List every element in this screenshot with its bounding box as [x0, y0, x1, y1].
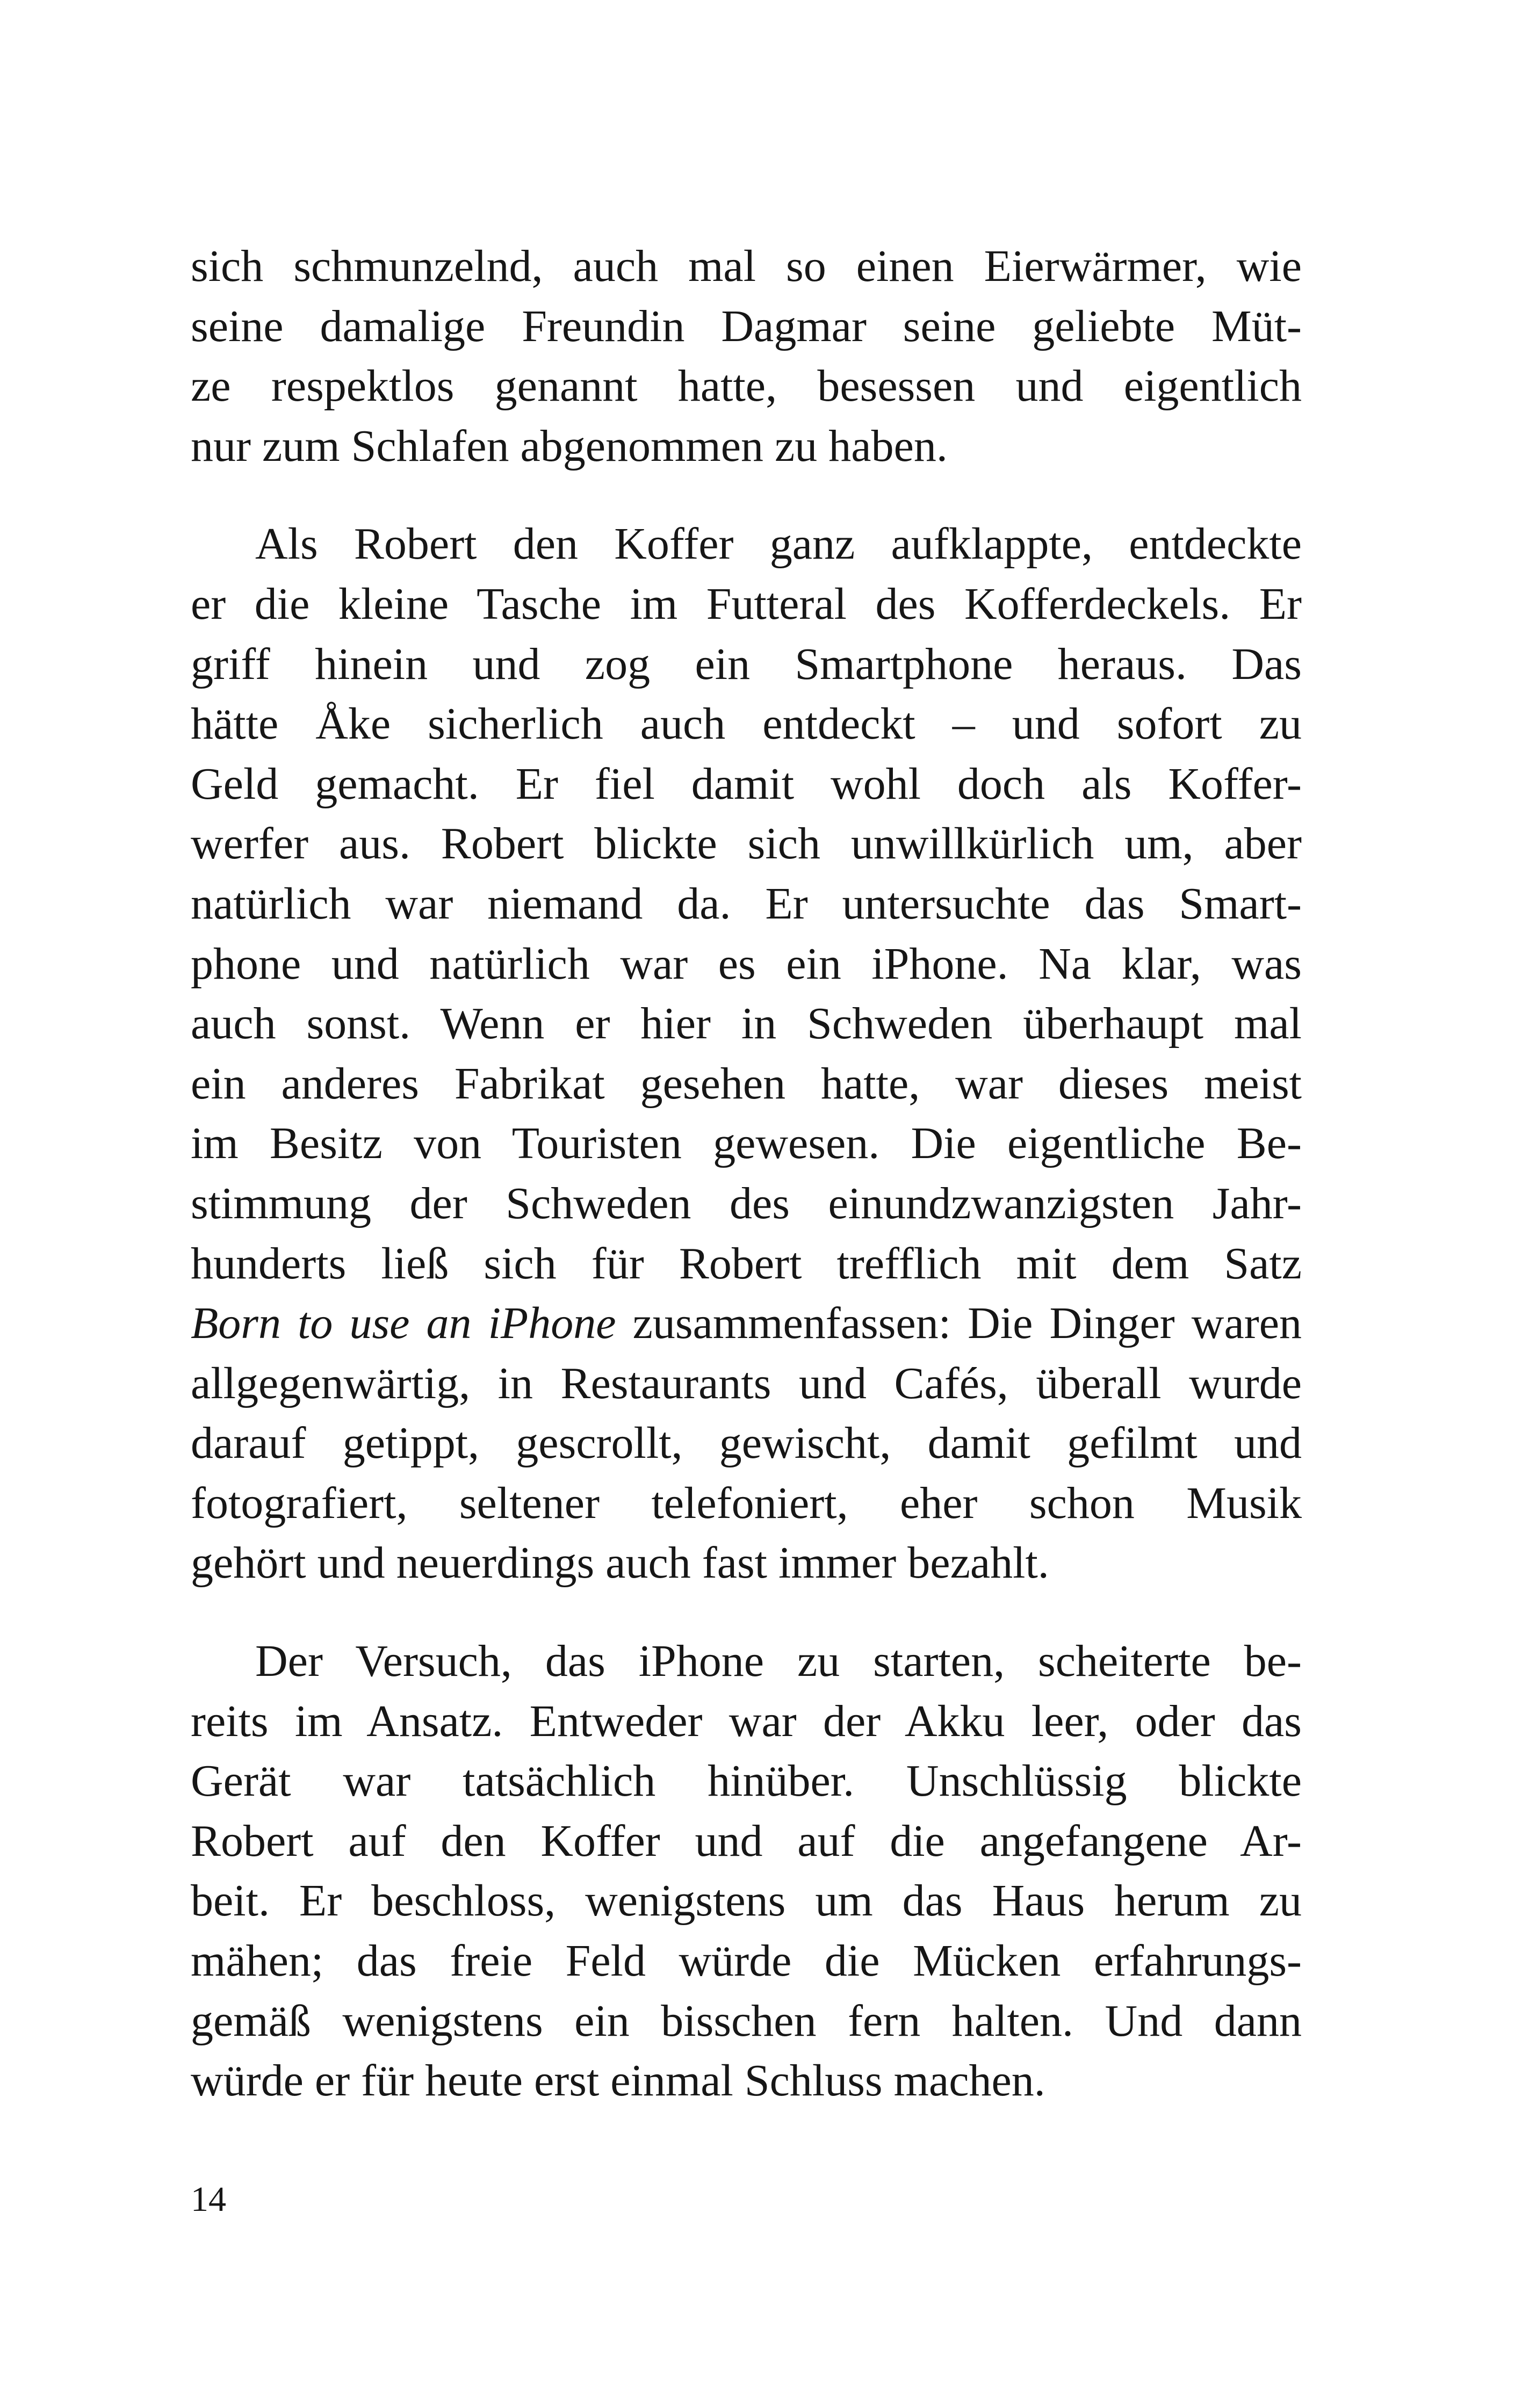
text-line: fotografiert, seltener telefoniert, eher schon Musik: [191, 1478, 1302, 1528]
paragraph-gap: [191, 476, 1302, 514]
text-line: Robert auf den Koffer und auf die angefangene Ar-: [191, 1816, 1302, 1866]
text-line: Gerät war tatsächlich hinüber. Unschlüssig blickte: [191, 1756, 1302, 1806]
text-line: reits im Ansatz. Entweder war der Akku leer, oder das: [191, 1696, 1302, 1746]
text-line: gehört und neuerdings auch fast immer bezahlt.: [191, 1538, 1049, 1588]
text-line: darauf getippt, gescrollt, gewischt, damit gefilmt und: [191, 1418, 1302, 1469]
text-line: seine damalige Freundin Dagmar seine geliebte Müt-: [191, 301, 1302, 351]
text-line: Als Robert den Koffer ganz aufklappte, entdeckte: [255, 519, 1302, 569]
text-line: Der Versuch, das iPhone zu starten, scheiterte be-: [255, 1636, 1302, 1687]
text-run: zusammenfassen: Die Dinger waren: [616, 1298, 1302, 1349]
text-line: ein anderes Fabrikat gesehen hatte, war dieses meist: [191, 1058, 1302, 1109]
text-line: hunderts ließ sich für Robert trefflich mit dem Satz: [191, 1238, 1302, 1289]
text-line: natürlich war niemand da. Er untersuchte das Smart-: [191, 878, 1302, 929]
text-line: Geld gemacht. Er fiel damit wohl doch als Koffer-: [191, 758, 1302, 809]
body-text: [191, 236, 1302, 2111]
text-line: griff hinein und zog ein Smartphone heraus. Das: [191, 639, 1302, 689]
text-line: würde er für heute erst einmal Schluss machen.: [191, 2056, 1045, 2106]
text-line: stimmung der Schweden des einundzwanzigsten Jahr-: [191, 1178, 1302, 1228]
text-line: nur zum Schlafen abgenommen zu haben.: [191, 421, 948, 471]
text-line: auch sonst. Wenn er hier in Schweden überhaupt mal: [191, 999, 1302, 1049]
text-line: allgegenwärtig, in Restaurants und Cafés, überall wurde: [191, 1358, 1302, 1408]
text-line-with-italic: [191, 1293, 1302, 1354]
text-line: gemäß wenigstens ein bisschen fern halten. Und dann: [191, 1995, 1302, 2046]
text-line: beit. Er beschloss, wenigstens um das Haus herum zu: [191, 1876, 1302, 1926]
text-line: er die kleine Tasche im Futteral des Kofferdeckels. Er: [191, 579, 1302, 629]
paragraph: [191, 514, 1302, 1593]
text-line: mähen; das freie Feld würde die Mücken erfahrungs-: [191, 1936, 1302, 1986]
text-line: phone und natürlich war es ein iPhone. Na klar, was: [191, 938, 1302, 989]
page-number: 14: [191, 2180, 226, 2219]
paragraph: [191, 236, 1302, 476]
text-line: im Besitz von Touristen gewesen. Die eigentliche Be-: [191, 1118, 1302, 1169]
paragraph-gap: [191, 1593, 1302, 1631]
text-line: hätte Åke sicherlich auch entdeckt – und sofort zu: [191, 699, 1302, 749]
paragraph: [191, 1631, 1302, 2111]
text-line: sich schmunzelnd, auch mal so einen Eierwärmer, wie: [191, 241, 1302, 291]
text-line: ze respektlos genannt hatte, besessen und eigentlich: [191, 361, 1302, 411]
italic-phrase: Born to use an iPhone: [191, 1298, 616, 1349]
text-line: werfer aus. Robert blickte sich unwillkürlich um, aber: [191, 819, 1302, 869]
